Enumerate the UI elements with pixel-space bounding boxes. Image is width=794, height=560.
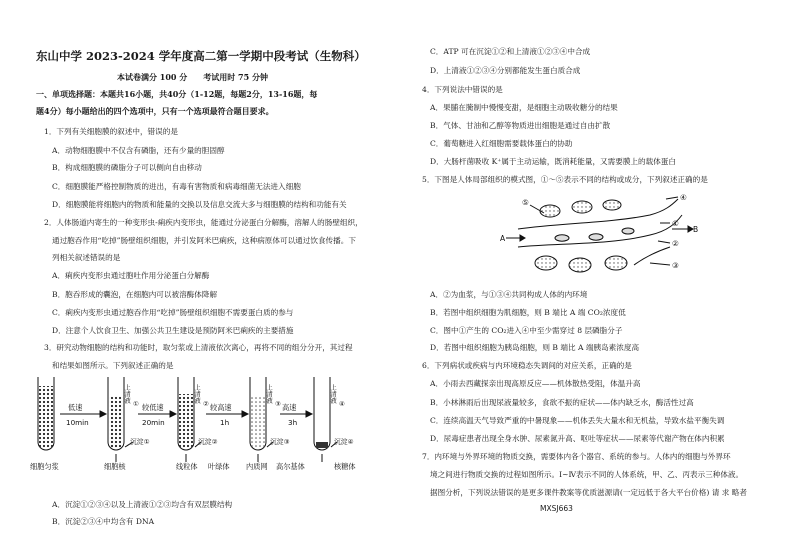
caption-ribosome: 核糖体 bbox=[334, 462, 356, 470]
step-1-speed: 低速 bbox=[68, 403, 83, 412]
exam-title: 东山中学 2023-2024 学年度高二第一学期中段考试（生物科） bbox=[36, 49, 366, 63]
caption-mitochondria: 线粒体 bbox=[176, 462, 198, 470]
caption-chloroplast: 叶绿体 bbox=[208, 462, 230, 470]
tube-4 bbox=[314, 377, 330, 450]
q2-stem-line-1: 2．人体肠道内寄生的一种变形虫-痢疾内变形虫，能通过分泌蛋白分解酶，溶解人的肠壁组织， bbox=[44, 218, 363, 227]
supernatant-1-label: 上清液 bbox=[123, 384, 131, 404]
q6-option-b: B．小林淋雨后出现尿液量较多，食欲不振的症状——体内缺乏水，酶活性过高 bbox=[430, 398, 694, 407]
tissue-figure bbox=[500, 193, 700, 281]
step-2-speed: 较低速 bbox=[142, 403, 164, 412]
q3-option-c: C．ATP 可在沉淀①②和上清液①②③④中合成 bbox=[430, 47, 591, 56]
q7-stem-line-2: 境之间进行物质交换的过程如图所示。Ⅰ~Ⅳ表示不同的人体系统，甲、乙、丙表示三种体液。 bbox=[430, 470, 744, 479]
q6-option-a: A．小雨去西藏探亲出现高原反应——机体散热受阻，体温升高 bbox=[430, 379, 641, 388]
q2-option-a: A．痢疾内变形虫通过胞吐作用分泌蛋白分解酶 bbox=[52, 271, 210, 280]
q3-option-b: B．沉淀②③④中均含有 DNA bbox=[52, 517, 155, 526]
q6-option-c: C．连续高温天气导致严重的中暑现象——机体丢失大量水和无机盐，导致水盐平衡失调 bbox=[430, 416, 725, 425]
supernatant-4-label: 上清液 bbox=[329, 384, 337, 404]
q2-stem-line-2: 通过胞吞作用“吃掉”肠壁组织细胞，并引发阿米巴痢疾，这种病原体可以通过饮食传播。下 bbox=[52, 236, 356, 245]
q4-option-c: C．葡萄糖进入红细胞需要载体蛋白的协助 bbox=[430, 139, 573, 148]
supernatant-3-num: ③ bbox=[275, 400, 281, 408]
q4-option-b: B．气体、甘油和乙醇等物质进出细胞是通过自由扩散 bbox=[430, 121, 611, 130]
q7-stem-line-3: 据图分析，下列说法错误的是更多课件教案等优质滋源请(一定远低于各大平台价格) 请 求 略者 bbox=[430, 488, 747, 497]
q4-option-d: D．大肠杆菌吸收 K⁺属于主动运输，既消耗能量，又需要膜上的载体蛋白 bbox=[430, 157, 676, 166]
q2-option-d: D．注意个人饮食卫生、加强公共卫生建设是预防阿米巴痢疾的主要措施 bbox=[52, 326, 294, 335]
precipitate-1: 沉淀① bbox=[130, 438, 150, 446]
supernatant-2-num: ② bbox=[203, 400, 209, 408]
page-footer-code: MXSJ663 bbox=[540, 504, 573, 513]
exam-subtitle: 本试卷满分 100 分 考试用时 75 分钟 bbox=[117, 72, 268, 82]
q4-stem: 4．下列说法中错误的是 bbox=[422, 85, 503, 94]
q2-option-b: B．胞吞形成的囊泡，在细胞内可以被溶酶体降解 bbox=[52, 290, 218, 299]
label-2: ② bbox=[672, 239, 679, 248]
supernatant-4-num: ④ bbox=[339, 400, 345, 408]
section-heading-line-1: 一、单项选择题：本题共16小题，共40分（1-12题，每题2分，13-16题，每 bbox=[36, 89, 318, 99]
q5-option-c: C．图中①产生的 CO₂进入④中至少需穿过 8 层磷脂分子 bbox=[430, 326, 623, 335]
q5-option-d: D．若图中组织细胞为胰岛细胞，则 B 端比 A 端胰岛素浓度高 bbox=[430, 343, 640, 352]
precipitate-3: 沉淀③ bbox=[270, 438, 290, 446]
supernatant-1-num: ① bbox=[133, 400, 139, 408]
step-2-time: 20min bbox=[142, 418, 165, 427]
precipitate-2: 沉淀② bbox=[198, 438, 218, 446]
q5-option-a: A．②为血浆，与①③④共同构成人体的内环境 bbox=[430, 290, 588, 299]
q2-stem-line-3: 列相关叙述错误的是 bbox=[52, 253, 121, 262]
caption-nucleus: 细胞核 bbox=[104, 462, 126, 470]
precipitate-4: 沉淀④ bbox=[334, 438, 354, 446]
q7-stem-line-1: 7．内环境与外界环境的物质交换，需要体内各个器官、系统的参与。人体内的细胞与外界环 bbox=[422, 452, 731, 461]
caption-golgi: 高尔基体 bbox=[276, 462, 305, 470]
step-3-speed: 较高速 bbox=[210, 403, 232, 412]
q1-stem: 1．下列有关细胞膜的叙述中，错误的是 bbox=[44, 127, 178, 136]
q3-option-d: D．上清液①②③④分别都能发生蛋白质合成 bbox=[430, 66, 581, 75]
q6-option-d: D．尿毒症患者出现全身水肿、尿素氮升高、呕吐等症状——尿素等代谢产物在体内积累 bbox=[430, 434, 725, 443]
centrifugation-figure bbox=[30, 372, 375, 470]
q3-stem-line-1: 3．研究动物细胞的结构和功能时，取匀浆或上清液依次离心，再将不同的组分分开，其过程 bbox=[44, 343, 353, 352]
q5-option-b: B．若图中组织细胞为肌细胞，则 B 端比 A 端 CO₂浓度低 bbox=[430, 308, 626, 317]
q4-option-a: A．果脯在腌制中慢慢变甜，是细胞主动吸收糖分的结果 bbox=[430, 103, 618, 112]
label-b: B bbox=[693, 225, 699, 234]
q2-option-c: C．痢疾内变形虫通过胞吞作用“吃掉”肠壁组织细胞不需要蛋白质的参与 bbox=[52, 308, 294, 317]
supernatant-3-label: 上清液 bbox=[265, 384, 273, 404]
q1-option-b: B．构成细胞膜的磷脂分子可以侧向自由移动 bbox=[52, 163, 202, 172]
label-5: ⑤ bbox=[522, 198, 529, 207]
caption-er: 内质网 bbox=[246, 462, 268, 470]
label-1: ① bbox=[672, 219, 679, 228]
q1-option-c: C．细胞膜能严格控制物质的进出，有毒有害物质和病毒细菌无法进入细胞 bbox=[52, 182, 301, 191]
step-1-time: 10min bbox=[66, 418, 89, 427]
step-4-time: 3h bbox=[288, 418, 298, 427]
q3-option-a: A．沉淀①②③④以及上清液①②③均含有双层膜结构 bbox=[52, 500, 233, 509]
q3-stem-line-2: 和结果如图所示。下列叙述正确的是 bbox=[52, 361, 174, 370]
supernatant-2-label: 上清液 bbox=[193, 384, 201, 404]
label-3: ③ bbox=[672, 261, 679, 270]
caption-homogenate: 细胞匀浆 bbox=[30, 462, 59, 470]
step-3-time: 1h bbox=[220, 418, 230, 427]
q1-option-d: D．细胞膜能将细胞内的物质和能量的交换以及信息交流大多与细胞膜的结构和功能有关 bbox=[52, 200, 347, 209]
label-a: A bbox=[500, 234, 506, 243]
label-4: ④ bbox=[680, 193, 687, 202]
q1-option-a: A．动物细胞膜中不仅含有磷脂，还有少量的胆固醇 bbox=[52, 146, 225, 155]
q5-stem: 5．下图是人体局部组织的模式图，①～⑤表示不同的结构或成分，下列叙述正确的是 bbox=[422, 175, 708, 184]
q6-stem: 6．下列病状或疾病与内环境稳态失调间的对应关系，正确的是 bbox=[422, 361, 632, 370]
section-heading-line-2: 题4分）每小题给出的四个选项中，只有一个选项最符合题目要求。 bbox=[36, 106, 274, 116]
step-4-speed: 高速 bbox=[282, 403, 297, 412]
